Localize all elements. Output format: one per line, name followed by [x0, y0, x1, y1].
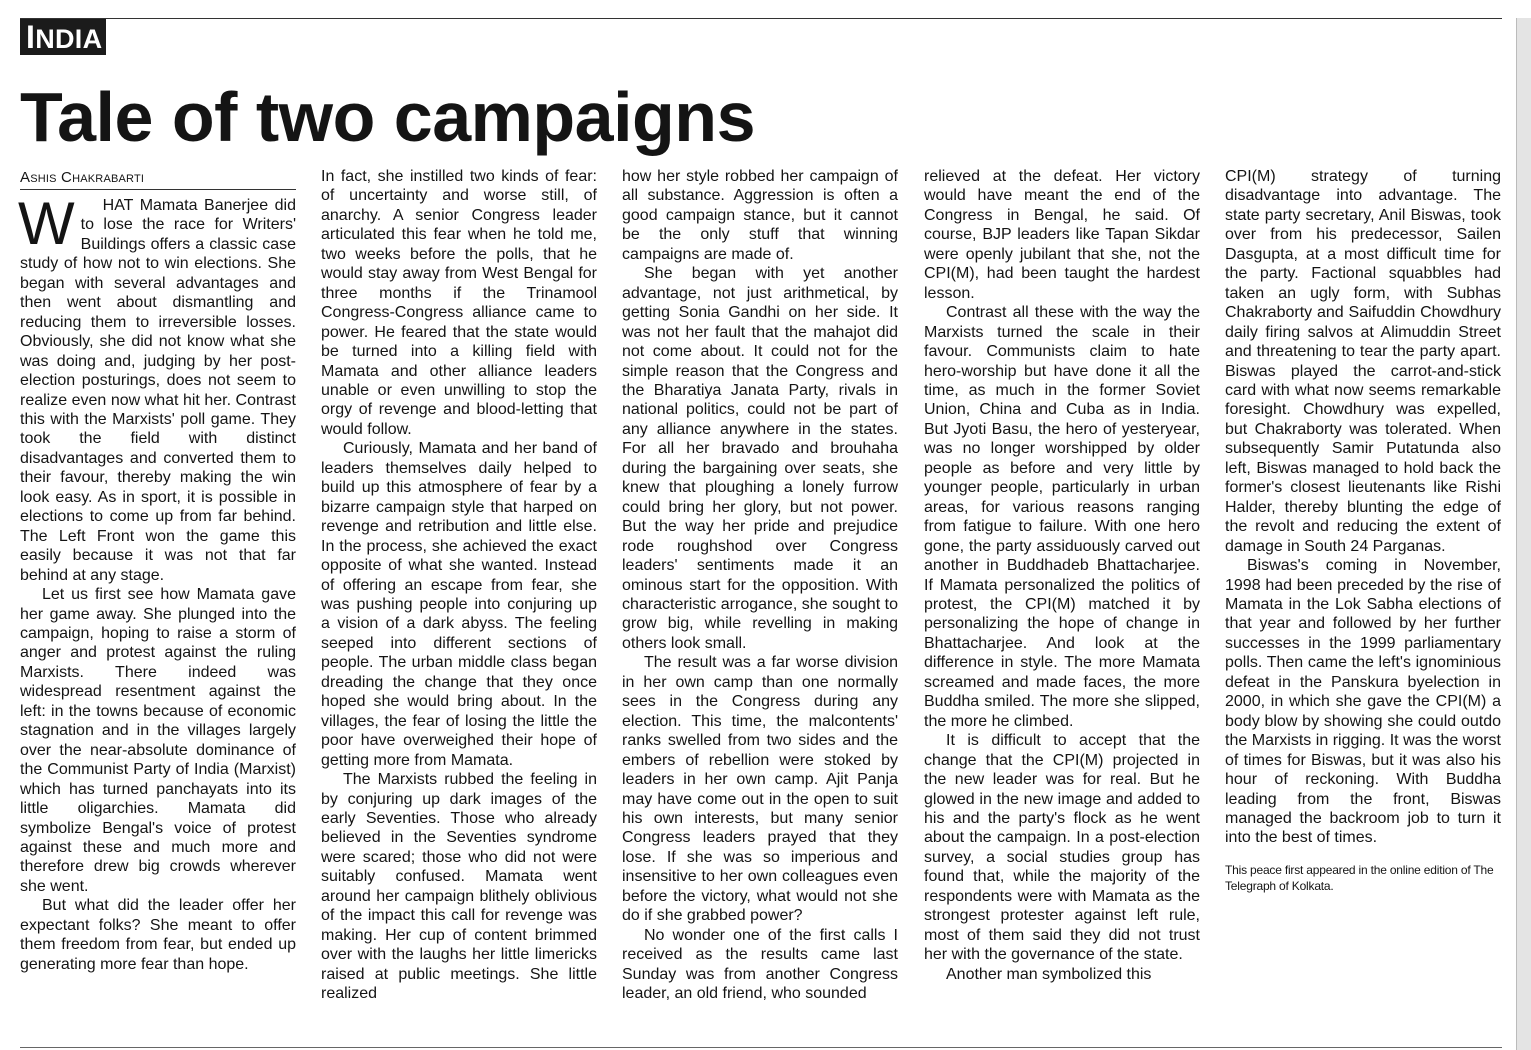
paragraph: The Marxists rubbed the feeling in by conjuring up dark images of the early Seventies. Those who already believed in the Seventies syndrome were scared; those who did not were suitably confused. Mamata went around her campaign blithely oblivious of the impact this call for revenge was making. Her cup of content brimmed over with the laughs her little limericks raised at public meetings. She little realized [321, 771, 597, 1003]
source-note: This peace first appeared in the online edition of The Telegraph of Kolkata. [1225, 862, 1494, 893]
paragraph: Another man symbolized this [946, 965, 1152, 983]
page-edge [1516, 18, 1531, 1050]
column-4 [924, 167, 1200, 984]
column-2 [321, 167, 597, 1003]
section-label-rest: NDIA [35, 24, 103, 54]
column-3 [622, 167, 898, 1003]
page-edge-line [1516, 18, 1517, 1050]
paragraph: relieved at the defeat. Her victory would have meant the end of the Congress in Bengal, he said. Of course, BJP leaders like Tapan Sikdar were openly jubilant that she, not the CPI(M), had been taught the hardest lesson. [924, 168, 1200, 302]
drop-cap: W [18, 190, 75, 257]
bottom-rule [20, 1047, 1502, 1048]
paragraph [18, 190, 296, 585]
column-1 [20, 167, 296, 974]
paragraph: No wonder one of the first calls I received as the results came last Sunday was from another Congress leader, an old friend, who sounded [622, 926, 898, 1003]
byline [20, 167, 296, 190]
paragraph: The result was a far worse division in her own camp than one normally sees in the Congress during any election. This time, the malcontents' ranks swelled from two sides and the embers of rebellion were stoked by leaders in her own camp. Ajit Panja may have come out in the open to suit his own interests, but many senior Congress leaders prayed that they lose. If she was so imperious and insensitive to her own colleagues even before the victory, what would not she do if she grabbed power? [622, 654, 898, 925]
paragraph-text: HAT Mamata Banerjee did to lose the race for Writers' Buildings offers a classic case study of how not to win elections. She began with several advantages and then went about dismantling and reducing them to irreversible losses. Obviously, she did not know what she was doing and, judging by her post-election posturings, does not seem to realize even now what hit her. Contrast this with the Marxists' poll game. They took the field with distinct disadvantages and converted them to their favour, thereby making the win look easy. As in sport, it is possible in elections to come up from far behind. The Left Front won the game this easily because it was not that far behind at any stage. [20, 197, 296, 584]
paragraph: Curiously, Mamata and her band of leaders themselves daily helped to build up this atmosphere of fear by a bizarre campaign style that harped on revenge and retribution and little else. In the process, she achieved the exact opposite of what she wanted. Instead of offering an escape from fear, she was pushing people into conjuring up a vision of a dark abyss. The feeling seeped into different sections of people. The urban middle class began dreading the change that they once hoped she would bring about. In the villages, the fear of losing the little the poor have overweighed their hope of getting more from Mamata. [321, 440, 597, 769]
paragraph: In fact, she instilled two kinds of fear: of uncertainty and worse still, of anarchy. A senior Congress leader articulated this fear when he told me, two weeks before the polls, that he would stay away from West Bengal for three months if the Trinamool Congress-Congress alliance came to power. He feared that the state would be turned into a killing field with Mamata and other alliance leaders unable or even unwilling to stop the orgy of revenge and blood-letting that would follow. [321, 168, 597, 438]
paragraph: But what did the leader offer her expectant folks? She meant to offer them freedom from fear, but ended up generating more fear than hope. [20, 897, 296, 973]
paragraph: She began with yet another advantage, not just arithmetical, by getting Sonia Gandhi on her side. It was not her fault that the mahajot did not come about. It could not for the simple reason that the Congress and the Bharatiya Janata Party, rivals in national politics, could not be part of any alliance anywhere in the states. For all her bravado and brouhaha during the bargaining over seats, she knew that ploughing a lonely furrow could bring her glory, but not power. But the way her pride and prejudice rode roughshod over Congress leaders' sentiments made it an ominous start for the opposition. With characteristic arrogance, she sought to grow big, while revelling in making others look small. [622, 265, 898, 652]
paragraph: CPI(M) strategy of turning disadvantage into advantage. The state party secretary, Anil Biswas, took over from his predecessor, Sailen Dasgupta, at a most difficult time for the party. Factional squabbles had taken an ugly form, with Subhas Chakraborty and Saifuddin Chowdhury daily firing salvos at Alimuddin Street and threatening to tear the party apart. Biswas played the carrot-and-stick card with what now seems remarkable foresight. Chowdhury was expelled, but Chakraborty was tolerated. When subsequently Samir Putatunda also left, Biswas managed to hold back the former's closest lieutenants like Rishi Halder, thereby blunting the edge of the revolt and reducing the extent of damage in South 24 Parganas. [1225, 168, 1501, 555]
byline-name: Ashis Chakrabarti [20, 169, 145, 186]
paragraph: Contrast all these with the way the Marxists turned the scale in their favour. Communists claim to hate hero-worship but have done it all the time, as much in the former Soviet Union, China and Cuba as in India. But Jyoti Basu, the hero of yesteryear, was no longer worshipped by older people as before and very little by younger people, particularly in urban areas, for various reasons ranging from fatigue to failure. With one hero gone, the party assiduously carved out another in Buddhadeb Bhattacharjee. If Mamata personalized the politics of protest, the CPI(M) matched it by personalizing the hope of change in Bhattacharjee. And look at the difference in style. The more Mamata screamed and made faces, the more Buddha smiled. The more she slipped, the more he climbed. [924, 304, 1200, 730]
column-5 [1225, 167, 1501, 894]
paragraph: It is difficult to accept that the change that the CPI(M) projected in the new leader was for real. But he glowed in the new image and added to his and the party's flock as he went about the campaign. In a post-election survey, a social studies group has found that, while the majority of the respondents were with Mamata as the strongest protester against left rule, most of them said they did not trust her with the governance of the state. [924, 732, 1200, 964]
paragraph: how her style robbed her campaign of all substance. Aggression is often a good campaign stance, but it cannot be the only stuff that winning campaigns are made of. [622, 168, 898, 263]
paragraph: Let us first see how Mamata gave her game away. She plunged into the campaign, hoping to raise a storm of anger and protest against the ruling Marxists. There indeed was widespread resentment against the left: in the towns because of economic stagnation and in the villages largely over the near-absolute dominance of the Communist Party of India (Marxist) which has turned panchayats into its little oligarchies. Mamata did symbolize Bengal's voice of protest against these and much more and therefore drew big crowds wherever she went. [20, 586, 296, 895]
headline: Tale of two campaigns [20, 78, 755, 156]
section-label [20, 19, 106, 55]
paragraph: Biswas's coming in November, 1998 had been preceded by the rise of Mamata in the Lok Sabha elections of that year and followed by her further successes in the 1999 parliamentary polls. Then came the left's ignominious defeat in the Panskura byelection in 2000, in which she gave the CPI(M) a body blow by showing she could outdo the Marxists in rigging. It was the worst of times for Biswas, but it was also his hour of reckoning. With Buddha leading from the front, Biswas managed the backroom job to turn it into the best of times. [1225, 557, 1501, 847]
top-rule [20, 18, 1502, 19]
section-label-initial: I [26, 19, 36, 55]
